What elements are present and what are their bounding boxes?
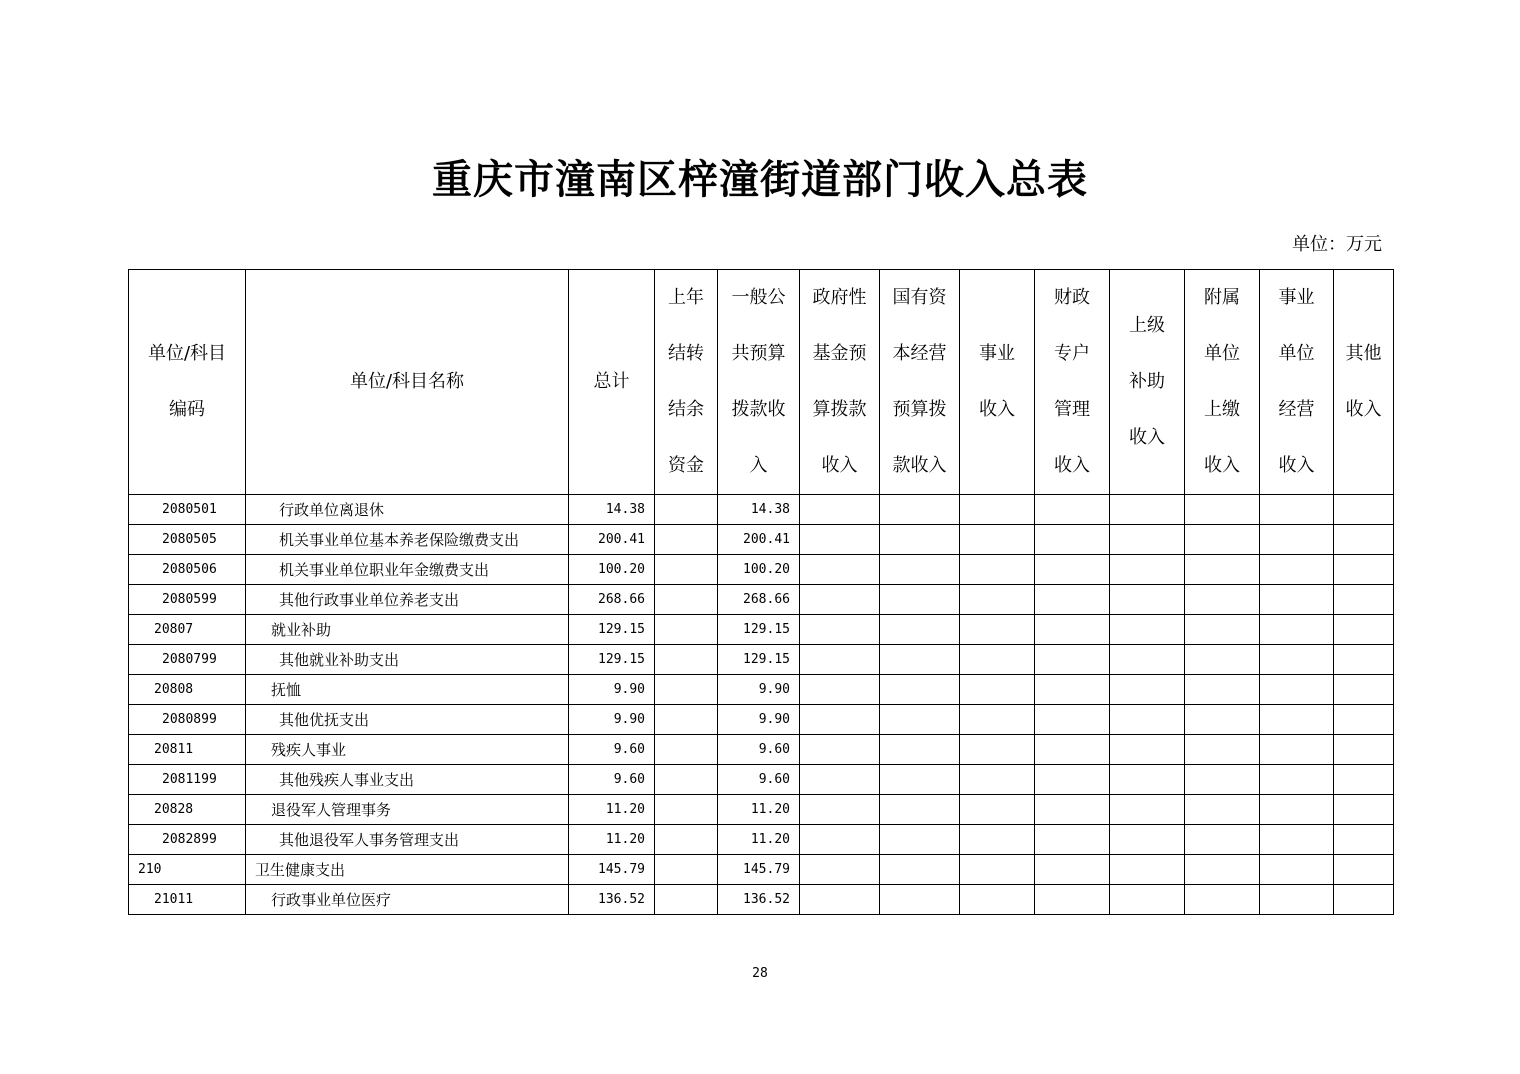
row-gov-fund bbox=[800, 885, 880, 915]
row-business-income bbox=[960, 495, 1035, 525]
header-gov-fund bbox=[800, 270, 880, 495]
row-other bbox=[1334, 855, 1394, 885]
row-code: 20811 bbox=[129, 735, 246, 765]
table-row bbox=[129, 555, 1394, 585]
row-general-budget: 129.15 bbox=[718, 615, 800, 645]
header-affiliated bbox=[1185, 270, 1260, 495]
row-general-budget: 14.38 bbox=[718, 495, 800, 525]
page-title: 重庆市潼南区梓潼街道部门收入总表 bbox=[432, 156, 1088, 203]
row-fiscal-special bbox=[1035, 765, 1110, 795]
row-superior-subsidy bbox=[1110, 825, 1185, 855]
row-affiliated bbox=[1185, 795, 1260, 825]
row-general-budget: 9.60 bbox=[718, 765, 800, 795]
header-other bbox=[1334, 270, 1394, 495]
row-code: 2082899 bbox=[129, 825, 246, 855]
header-fiscal-special bbox=[1035, 270, 1110, 495]
row-operating bbox=[1260, 855, 1334, 885]
row-other bbox=[1334, 555, 1394, 585]
row-fiscal-special bbox=[1035, 705, 1110, 735]
row-business-income bbox=[960, 705, 1035, 735]
row-superior-subsidy bbox=[1110, 855, 1185, 885]
header-label: 上年 结转 结余 资金 bbox=[668, 287, 704, 476]
row-business-income bbox=[960, 585, 1035, 615]
header-name bbox=[246, 270, 569, 495]
row-gov-fund bbox=[800, 645, 880, 675]
header-business-income bbox=[960, 270, 1035, 495]
row-name: 机关事业单位基本养老保险缴费支出 bbox=[246, 525, 569, 555]
header-superior-subsidy bbox=[1110, 270, 1185, 495]
row-state-capital bbox=[880, 645, 960, 675]
row-other bbox=[1334, 735, 1394, 765]
row-fiscal-special bbox=[1035, 885, 1110, 915]
row-fiscal-special bbox=[1035, 675, 1110, 705]
row-total: 145.79 bbox=[569, 855, 655, 885]
row-business-income bbox=[960, 855, 1035, 885]
row-affiliated bbox=[1185, 885, 1260, 915]
row-name: 行政单位离退休 bbox=[246, 495, 569, 525]
row-affiliated bbox=[1185, 525, 1260, 555]
row-general-budget: 100.20 bbox=[718, 555, 800, 585]
row-general-budget: 9.60 bbox=[718, 735, 800, 765]
row-total: 9.60 bbox=[569, 765, 655, 795]
header-label: 一般公 共预算 拨款收 入 bbox=[731, 287, 786, 476]
table-body bbox=[129, 495, 1394, 915]
row-gov-fund bbox=[800, 735, 880, 765]
row-operating bbox=[1260, 825, 1334, 855]
row-carryover bbox=[655, 825, 718, 855]
row-total: 9.60 bbox=[569, 735, 655, 765]
row-state-capital bbox=[880, 885, 960, 915]
row-other bbox=[1334, 765, 1394, 795]
row-business-income bbox=[960, 885, 1035, 915]
row-code: 20807 bbox=[129, 615, 246, 645]
row-carryover bbox=[655, 585, 718, 615]
header-carryover bbox=[655, 270, 718, 495]
row-carryover bbox=[655, 735, 718, 765]
row-general-budget: 200.41 bbox=[718, 525, 800, 555]
table-row bbox=[129, 795, 1394, 825]
header-label: 单位/科目名称 bbox=[349, 371, 465, 392]
row-gov-fund bbox=[800, 675, 880, 705]
row-state-capital bbox=[880, 855, 960, 885]
row-gov-fund bbox=[800, 525, 880, 555]
row-other bbox=[1334, 795, 1394, 825]
row-total: 100.20 bbox=[569, 555, 655, 585]
row-affiliated bbox=[1185, 705, 1260, 735]
row-total: 14.38 bbox=[569, 495, 655, 525]
row-fiscal-special bbox=[1035, 735, 1110, 765]
row-fiscal-special bbox=[1035, 855, 1110, 885]
table-row bbox=[129, 495, 1394, 525]
row-gov-fund bbox=[800, 765, 880, 795]
row-business-income bbox=[960, 645, 1035, 675]
table-row bbox=[129, 885, 1394, 915]
row-gov-fund bbox=[800, 585, 880, 615]
row-other bbox=[1334, 825, 1394, 855]
row-superior-subsidy bbox=[1110, 525, 1185, 555]
income-table bbox=[128, 269, 1394, 915]
row-name: 其他行政事业单位养老支出 bbox=[246, 585, 569, 615]
row-gov-fund bbox=[800, 555, 880, 585]
row-other bbox=[1334, 525, 1394, 555]
row-name: 行政事业单位医疗 bbox=[246, 885, 569, 915]
row-fiscal-special bbox=[1035, 495, 1110, 525]
row-affiliated bbox=[1185, 675, 1260, 705]
header-operating bbox=[1260, 270, 1334, 495]
table-row bbox=[129, 735, 1394, 765]
row-operating bbox=[1260, 795, 1334, 825]
header-label: 附属 单位 上缴 收入 bbox=[1204, 287, 1240, 476]
header-label: 财政 专户 管理 收入 bbox=[1054, 287, 1090, 476]
row-superior-subsidy bbox=[1110, 675, 1185, 705]
header-label: 国有资 本经营 预算拨 款收入 bbox=[892, 287, 947, 476]
row-code: 2080505 bbox=[129, 525, 246, 555]
row-total: 129.15 bbox=[569, 645, 655, 675]
row-affiliated bbox=[1185, 645, 1260, 675]
row-business-income bbox=[960, 675, 1035, 705]
table-row bbox=[129, 525, 1394, 555]
row-carryover bbox=[655, 555, 718, 585]
row-business-income bbox=[960, 795, 1035, 825]
row-state-capital bbox=[880, 555, 960, 585]
row-total: 9.90 bbox=[569, 675, 655, 705]
row-business-income bbox=[960, 525, 1035, 555]
row-code: 2080501 bbox=[129, 495, 246, 525]
row-state-capital bbox=[880, 525, 960, 555]
row-superior-subsidy bbox=[1110, 585, 1185, 615]
row-code: 21011 bbox=[129, 885, 246, 915]
row-superior-subsidy bbox=[1110, 615, 1185, 645]
row-affiliated bbox=[1185, 735, 1260, 765]
row-operating bbox=[1260, 495, 1334, 525]
row-name: 退役军人管理事务 bbox=[246, 795, 569, 825]
row-carryover bbox=[655, 645, 718, 675]
row-code: 2080599 bbox=[129, 585, 246, 615]
row-gov-fund bbox=[800, 615, 880, 645]
row-affiliated bbox=[1185, 765, 1260, 795]
row-affiliated bbox=[1185, 825, 1260, 855]
row-code: 2080799 bbox=[129, 645, 246, 675]
row-superior-subsidy bbox=[1110, 885, 1185, 915]
row-state-capital bbox=[880, 585, 960, 615]
row-code: 20828 bbox=[129, 795, 246, 825]
row-total: 200.41 bbox=[569, 525, 655, 555]
header-state-capital bbox=[880, 270, 960, 495]
row-name: 卫生健康支出 bbox=[246, 855, 569, 885]
row-gov-fund bbox=[800, 795, 880, 825]
row-code: 2080899 bbox=[129, 705, 246, 735]
row-business-income bbox=[960, 825, 1035, 855]
row-affiliated bbox=[1185, 855, 1260, 885]
row-name: 抚恤 bbox=[246, 675, 569, 705]
header-label: 单位/科目 编码 bbox=[147, 343, 227, 420]
row-state-capital bbox=[880, 495, 960, 525]
table-row bbox=[129, 645, 1394, 675]
row-superior-subsidy bbox=[1110, 705, 1185, 735]
row-superior-subsidy bbox=[1110, 795, 1185, 825]
row-name: 残疾人事业 bbox=[246, 735, 569, 765]
row-fiscal-special bbox=[1035, 585, 1110, 615]
row-affiliated bbox=[1185, 495, 1260, 525]
row-name: 机关事业单位职业年金缴费支出 bbox=[246, 555, 569, 585]
header-label: 总计 bbox=[593, 371, 630, 392]
row-code: 2081199 bbox=[129, 765, 246, 795]
row-general-budget: 136.52 bbox=[718, 885, 800, 915]
row-state-capital bbox=[880, 705, 960, 735]
row-state-capital bbox=[880, 825, 960, 855]
row-general-budget: 11.20 bbox=[718, 825, 800, 855]
header-total bbox=[569, 270, 655, 495]
table-row bbox=[129, 825, 1394, 855]
table-row bbox=[129, 585, 1394, 615]
row-other bbox=[1334, 705, 1394, 735]
page-number: 28 bbox=[752, 966, 768, 981]
row-operating bbox=[1260, 615, 1334, 645]
row-operating bbox=[1260, 705, 1334, 735]
row-operating bbox=[1260, 585, 1334, 615]
row-superior-subsidy bbox=[1110, 495, 1185, 525]
row-fiscal-special bbox=[1035, 645, 1110, 675]
row-general-budget: 268.66 bbox=[718, 585, 800, 615]
table-row bbox=[129, 765, 1394, 795]
header-label: 上级 补助 收入 bbox=[1129, 315, 1165, 448]
row-operating bbox=[1260, 645, 1334, 675]
row-affiliated bbox=[1185, 555, 1260, 585]
row-fiscal-special bbox=[1035, 615, 1110, 645]
row-gov-fund bbox=[800, 825, 880, 855]
row-other bbox=[1334, 645, 1394, 675]
row-general-budget: 145.79 bbox=[718, 855, 800, 885]
row-total: 268.66 bbox=[569, 585, 655, 615]
row-fiscal-special bbox=[1035, 795, 1110, 825]
row-name: 其他残疾人事业支出 bbox=[246, 765, 569, 795]
row-carryover bbox=[655, 885, 718, 915]
row-fiscal-special bbox=[1035, 555, 1110, 585]
header-label: 政府性 基金预 算拨款 收入 bbox=[812, 287, 867, 476]
table-row bbox=[129, 705, 1394, 735]
header-label: 其他 收入 bbox=[1345, 343, 1382, 420]
header-label: 事业 收入 bbox=[979, 343, 1015, 420]
row-state-capital bbox=[880, 675, 960, 705]
row-other bbox=[1334, 615, 1394, 645]
row-superior-subsidy bbox=[1110, 555, 1185, 585]
row-total: 11.20 bbox=[569, 795, 655, 825]
table-row bbox=[129, 855, 1394, 885]
row-operating bbox=[1260, 675, 1334, 705]
row-gov-fund bbox=[800, 495, 880, 525]
row-total: 9.90 bbox=[569, 705, 655, 735]
row-name: 其他退役军人事务管理支出 bbox=[246, 825, 569, 855]
row-business-income bbox=[960, 765, 1035, 795]
row-general-budget: 9.90 bbox=[718, 675, 800, 705]
row-code: 20808 bbox=[129, 675, 246, 705]
row-total: 129.15 bbox=[569, 615, 655, 645]
row-carryover bbox=[655, 765, 718, 795]
row-operating bbox=[1260, 885, 1334, 915]
row-carryover bbox=[655, 495, 718, 525]
row-code: 210 bbox=[129, 855, 246, 885]
row-operating bbox=[1260, 765, 1334, 795]
row-gov-fund bbox=[800, 705, 880, 735]
row-fiscal-special bbox=[1035, 525, 1110, 555]
row-operating bbox=[1260, 525, 1334, 555]
row-superior-subsidy bbox=[1110, 735, 1185, 765]
row-business-income bbox=[960, 555, 1035, 585]
row-affiliated bbox=[1185, 615, 1260, 645]
row-gov-fund bbox=[800, 855, 880, 885]
header-code bbox=[129, 270, 246, 495]
row-operating bbox=[1260, 555, 1334, 585]
row-superior-subsidy bbox=[1110, 765, 1185, 795]
row-affiliated bbox=[1185, 585, 1260, 615]
row-fiscal-special bbox=[1035, 825, 1110, 855]
header-general-budget bbox=[718, 270, 800, 495]
row-carryover bbox=[655, 705, 718, 735]
table-row bbox=[129, 615, 1394, 645]
row-state-capital bbox=[880, 615, 960, 645]
row-general-budget: 129.15 bbox=[718, 645, 800, 675]
row-other bbox=[1334, 495, 1394, 525]
row-general-budget: 9.90 bbox=[718, 705, 800, 735]
row-other bbox=[1334, 585, 1394, 615]
header-label: 事业 单位 经营 收入 bbox=[1278, 287, 1315, 476]
table-row bbox=[129, 675, 1394, 705]
row-business-income bbox=[960, 735, 1035, 765]
row-superior-subsidy bbox=[1110, 645, 1185, 675]
row-state-capital bbox=[880, 735, 960, 765]
row-state-capital bbox=[880, 795, 960, 825]
row-business-income bbox=[960, 615, 1035, 645]
table-header-row bbox=[129, 270, 1394, 495]
row-state-capital bbox=[880, 765, 960, 795]
row-carryover bbox=[655, 855, 718, 885]
unit-label: 单位：万元 bbox=[1292, 234, 1382, 255]
row-name: 就业补助 bbox=[246, 615, 569, 645]
row-other bbox=[1334, 675, 1394, 705]
row-name: 其他优抚支出 bbox=[246, 705, 569, 735]
row-name: 其他就业补助支出 bbox=[246, 645, 569, 675]
row-operating bbox=[1260, 735, 1334, 765]
row-general-budget: 11.20 bbox=[718, 795, 800, 825]
row-total: 136.52 bbox=[569, 885, 655, 915]
row-total: 11.20 bbox=[569, 825, 655, 855]
row-other bbox=[1334, 885, 1394, 915]
row-carryover bbox=[655, 525, 718, 555]
row-code: 2080506 bbox=[129, 555, 246, 585]
row-carryover bbox=[655, 795, 718, 825]
row-carryover bbox=[655, 675, 718, 705]
row-carryover bbox=[655, 615, 718, 645]
